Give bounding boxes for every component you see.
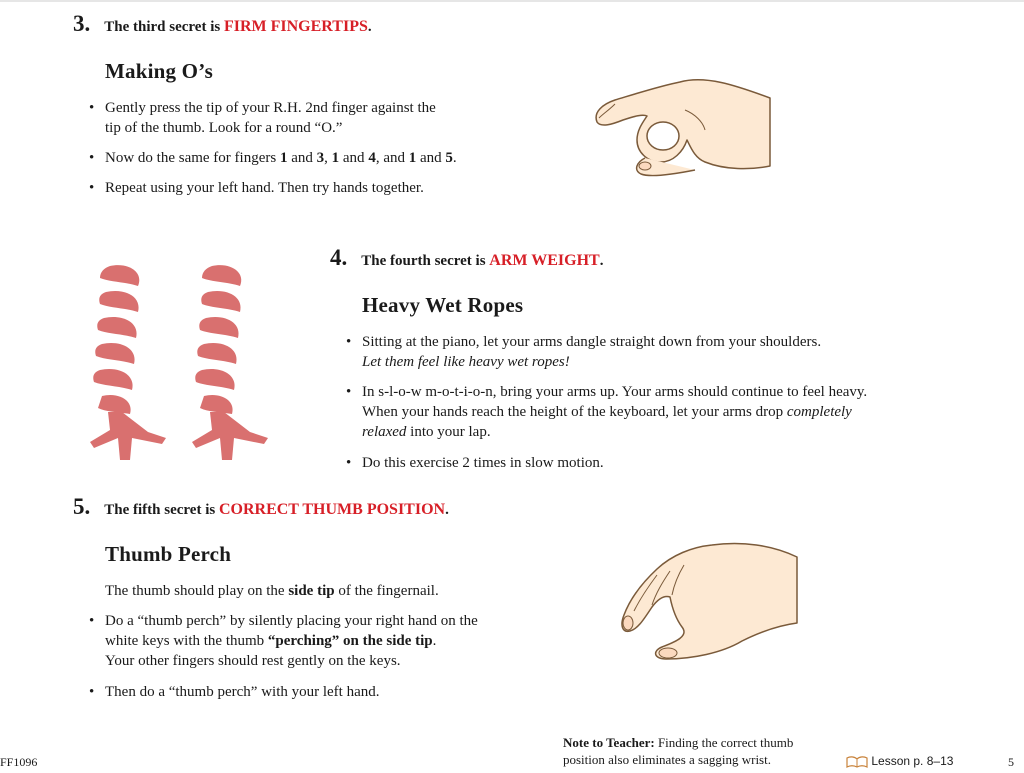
hand-o-illustration xyxy=(585,70,785,190)
section-number: 3. xyxy=(73,11,91,36)
teacher-note: Note to Teacher: Finding the correct thumb position also eliminates a sagging wrist. xyxy=(563,735,794,767)
section-number: 5. xyxy=(73,494,91,519)
list-item: • Now do the same for fingers 1 and 3, 1 and 4, and 1 and 5. xyxy=(89,150,457,166)
section-3-heading: 3. The third secret is FIRM FINGERTIPS. xyxy=(73,11,372,36)
secret-intro: The fourth secret is xyxy=(361,253,490,269)
section-4-heading: 4. The fourth secret is ARM WEIGHT. xyxy=(330,245,604,270)
secret-intro: The third secret is xyxy=(104,19,224,35)
list-item: • Sitting at the piano, let your arms dangle straight down from your shoulders. Let them feel like heavy wet ropes! xyxy=(346,334,822,370)
top-rule xyxy=(0,0,1024,2)
hand-thumb-perch-illustration xyxy=(612,535,812,665)
list-item: • Do this exercise 2 times in slow motion. xyxy=(346,455,604,471)
list-item: • Gently press the tip of your R.H. 2nd finger against the tip of the thumb. Look for a round “O.” xyxy=(89,100,436,136)
page-number: 5 xyxy=(1008,755,1014,769)
section-number: 4. xyxy=(330,245,348,270)
list-item: • Do a “thumb perch” by silently placing your right hand on the white keys with the thumb “perching” on the side tip. Your other fingers should rest gently on the keys. xyxy=(89,613,478,669)
section-4-subtitle: Heavy Wet Ropes xyxy=(362,293,524,317)
list-item: • Then do a “thumb perch” with your left hand. xyxy=(89,684,380,700)
section-3-subtitle: Making O’s xyxy=(105,59,213,83)
secret-intro: The fifth secret is xyxy=(104,502,219,518)
secret-highlight: CORRECT THUMB POSITION xyxy=(218,501,446,518)
list-item: • In s-l-o-w m-o-t-i-o-n, bring your arms up. Your arms should continue to feel heavy. When your hands reach the height of the keyboard, let your arms drop completely relaxed into your lap. xyxy=(346,384,868,440)
rope-illustration-left xyxy=(88,262,170,462)
book-icon xyxy=(846,756,868,768)
rope-illustration-right xyxy=(190,262,272,462)
lesson-reference: Lesson p. 8–13 xyxy=(846,754,953,768)
section-5-subtitle: Thumb Perch xyxy=(105,542,232,566)
catalog-code: FF1096 xyxy=(0,755,38,769)
secret-highlight: ARM WEIGHT xyxy=(489,252,600,269)
thumb-paragraph: The thumb should play on the side tip of the fingernail. xyxy=(105,583,439,599)
list-item: • Repeat using your left hand. Then try hands together. xyxy=(89,180,424,196)
secret-highlight: FIRM FINGERTIPS xyxy=(223,18,368,35)
section-5-heading: 5. The fifth secret is CORRECT THUMB POSITION. xyxy=(73,494,449,519)
